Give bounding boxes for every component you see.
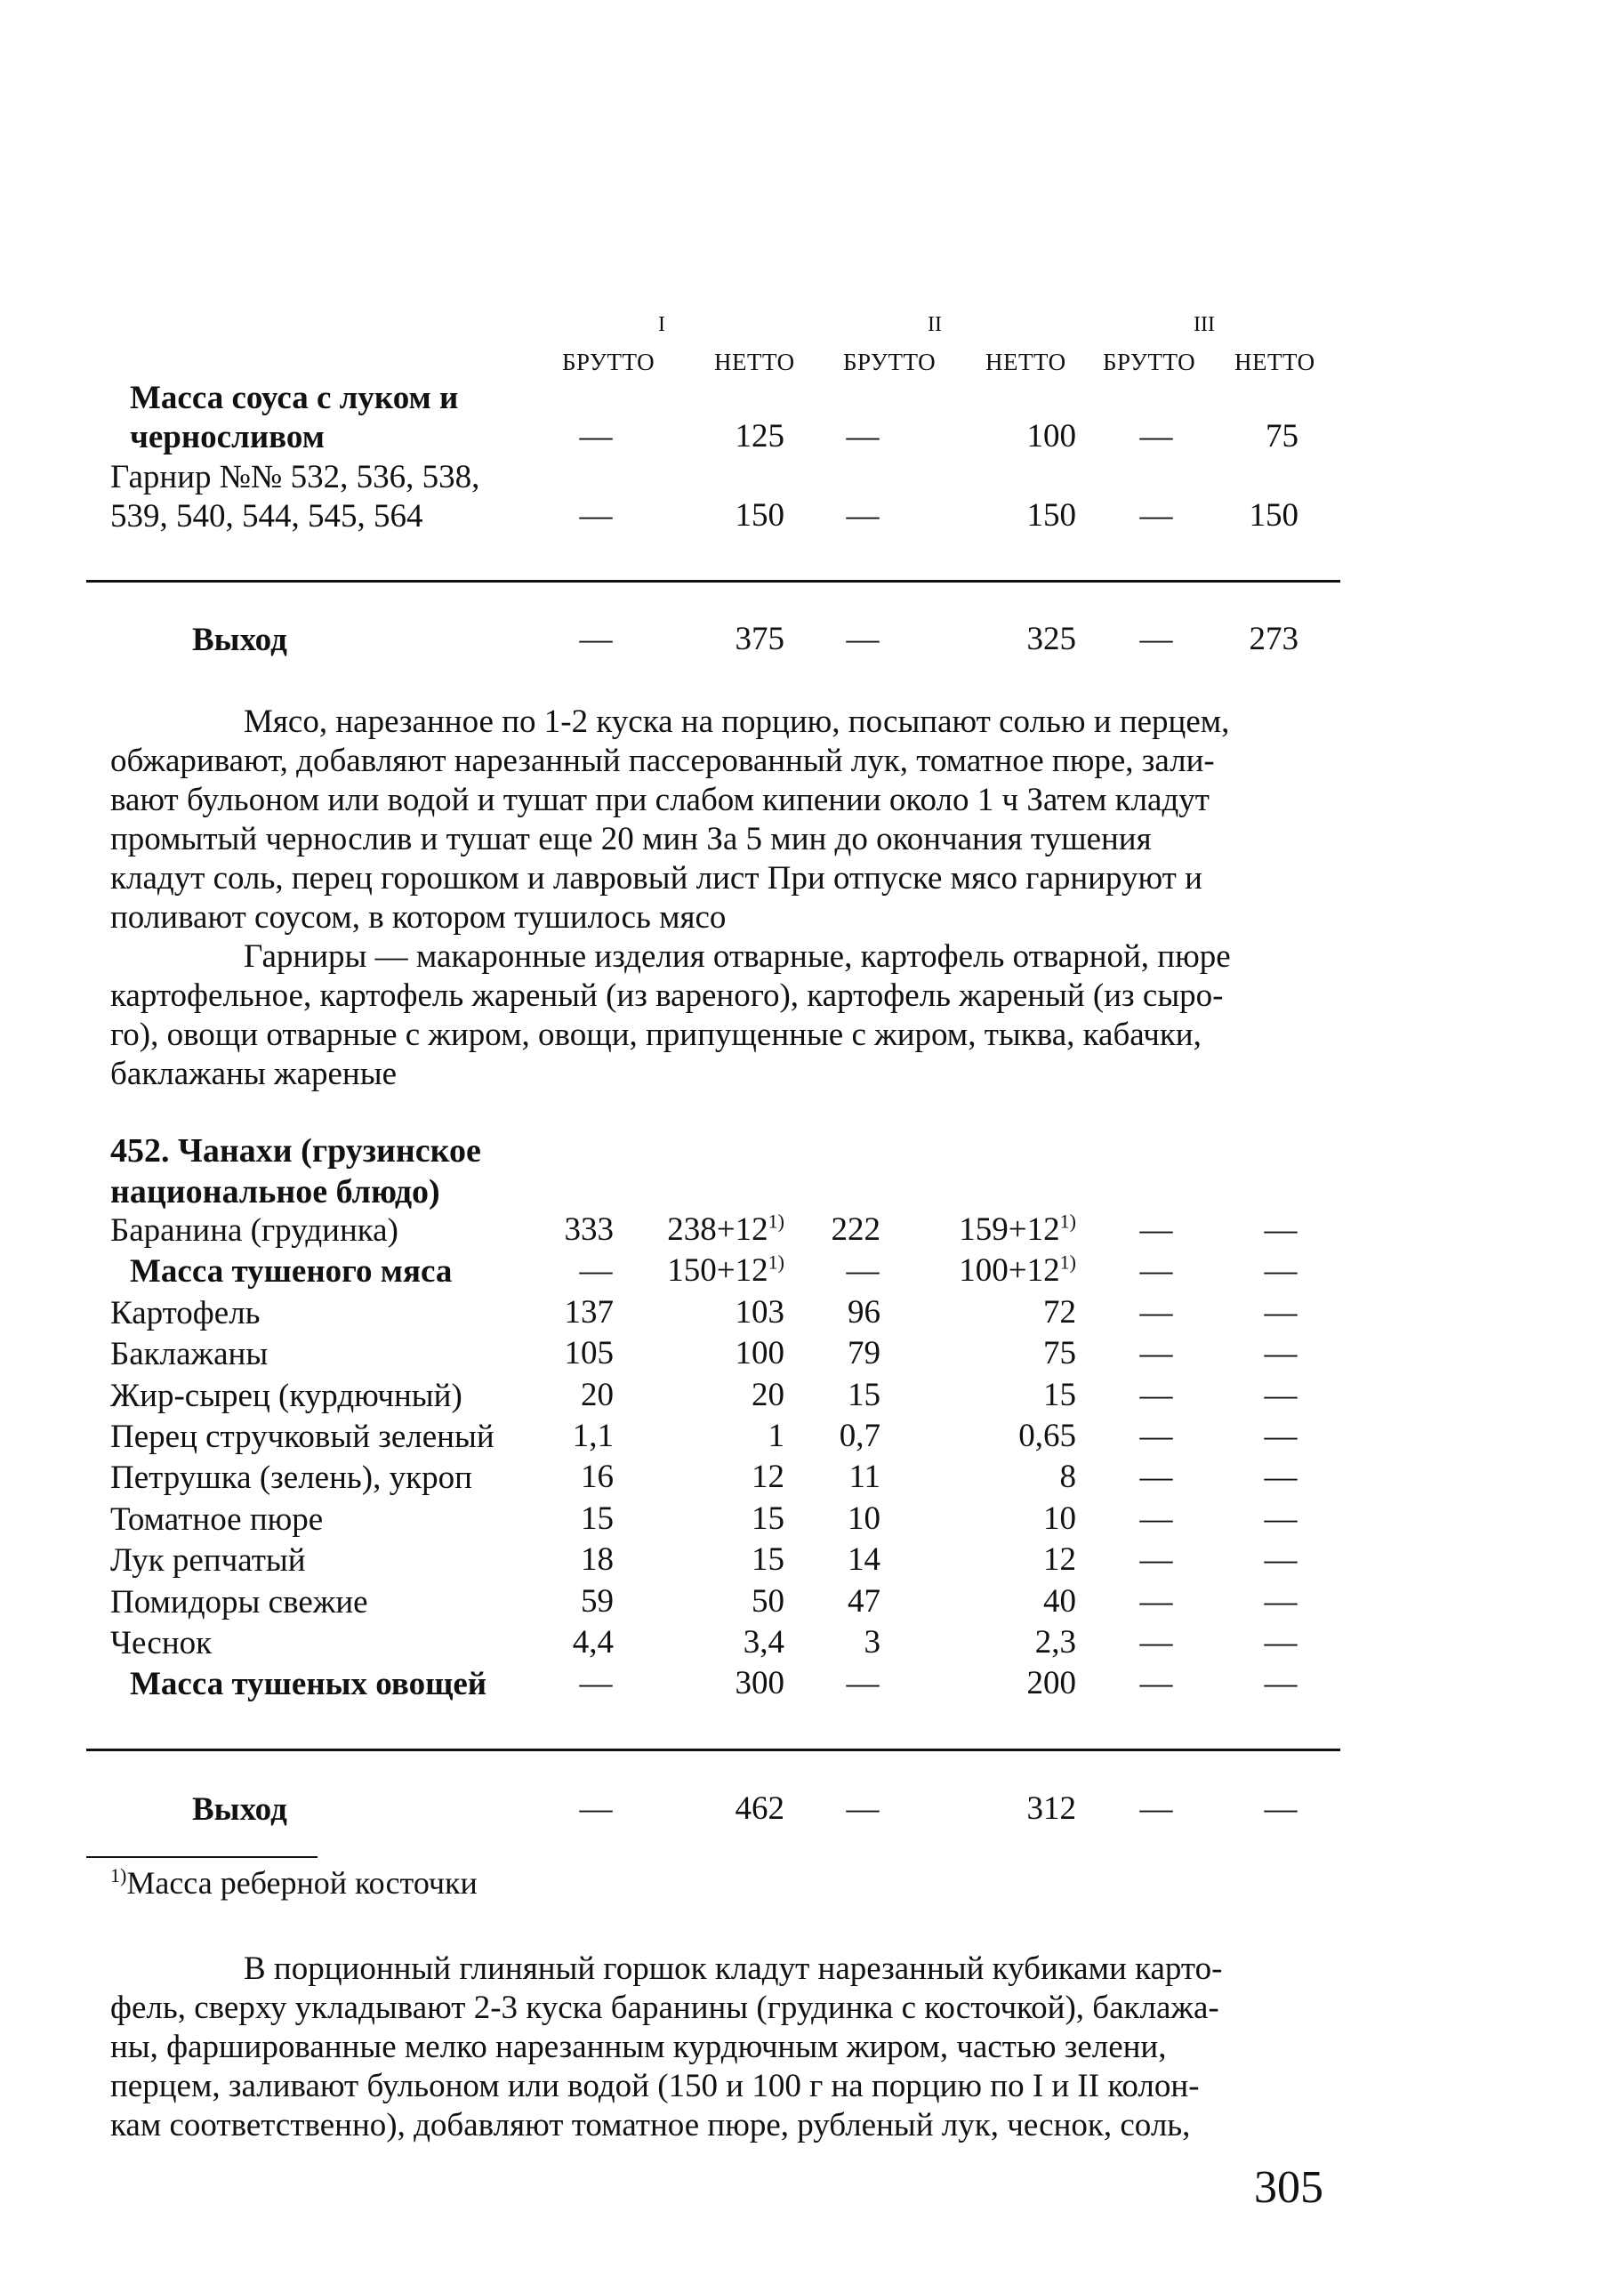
page-number: 305 — [1254, 2162, 1323, 2213]
group-label-3: III — [1194, 313, 1215, 336]
dash-cell — [1254, 1582, 1307, 1620]
cell-text: 1 — [768, 1418, 784, 1454]
dash-cell — [1130, 1293, 1183, 1331]
row-label: Петрушка (зелень), укроп — [110, 1460, 472, 1496]
dash-cell — [1130, 1789, 1183, 1828]
footnote-rule — [86, 1856, 318, 1858]
dash-cell — [836, 1789, 889, 1828]
cell-text: — — [1139, 1377, 1173, 1413]
cell-text: 1,1 — [572, 1418, 614, 1454]
paragraph-line: Мясо, нарезанное по 1-2 куска на порцию, посыпают солью и перцем, — [244, 704, 1230, 740]
dash-cell — [836, 1664, 889, 1702]
cell-text: 137 — [564, 1294, 614, 1331]
dash-cell — [1254, 1789, 1307, 1828]
value-cell — [959, 1210, 1076, 1249]
cell-text: — — [1264, 1583, 1298, 1620]
value-cell — [1018, 1417, 1076, 1455]
row-label: Картофель — [110, 1295, 261, 1331]
dash-cell — [1130, 1664, 1183, 1702]
cell-text: 375 — [735, 621, 784, 657]
cell-text: 125 — [735, 418, 784, 454]
paragraph-line: обжаривают, добавляют нарезанный пассерованный лук, томатное пюре, зали- — [110, 743, 1215, 779]
value-cell — [565, 1210, 615, 1249]
row-label: Перец стручковый зеленый — [110, 1419, 494, 1455]
cell-text: 150 — [1026, 497, 1076, 534]
row-label: 539, 540, 544, 545, 564 — [110, 498, 423, 535]
value-cell — [744, 1623, 784, 1661]
output-label: Выход — [192, 622, 287, 658]
cell-text: 105 — [564, 1335, 614, 1371]
cell-text: — — [846, 497, 880, 534]
cell-text: — — [846, 1665, 880, 1701]
cell-text: 14 — [848, 1541, 880, 1578]
col-brutto-1: БРУТТО — [562, 349, 655, 375]
cell-text: 79 — [848, 1335, 880, 1371]
value-cell — [752, 1500, 784, 1538]
cell-text: — — [1264, 1500, 1298, 1537]
cell-text: — — [1139, 1294, 1173, 1331]
cell-text: — — [1264, 1418, 1298, 1454]
value-cell — [752, 1458, 784, 1496]
cell-text: 103 — [735, 1294, 784, 1331]
value-cell — [752, 1376, 784, 1414]
cell-text: — — [1139, 621, 1173, 657]
paragraph-line: кладут соль, перец горошком и лавровый лист При отпуске мясо гарнируют и — [110, 860, 1202, 897]
table-2-divider — [86, 1749, 1340, 1751]
value-cell — [848, 1458, 880, 1496]
col-netto-2: НЕТТО — [985, 349, 1066, 375]
value-cell — [581, 1540, 614, 1579]
cell-text: — — [1264, 1335, 1298, 1371]
cell-text: 100 — [735, 1335, 784, 1371]
dash-cell — [569, 417, 623, 455]
cell-text: 96 — [848, 1294, 880, 1331]
value-cell — [736, 1789, 785, 1828]
col-netto-1: НЕТТО — [714, 349, 795, 375]
cell-text: 333 — [564, 1211, 614, 1248]
paragraph-line: поливают соусом, в котором тушилось мясо — [110, 899, 727, 936]
dash-cell — [1254, 1664, 1307, 1702]
section-title: 452. Чанахи (грузинское — [110, 1132, 481, 1170]
cell-text: 47 — [848, 1583, 880, 1620]
value-cell — [736, 417, 785, 455]
cell-text: — — [1139, 418, 1173, 454]
paragraph-line: го), овощи отварные с жиром, овощи, припущенные с жиром, тыква, кабачки, — [110, 1017, 1202, 1053]
dash-cell — [1130, 1582, 1183, 1620]
dash-cell — [1130, 417, 1183, 455]
cell-text: 4,4 — [572, 1624, 614, 1661]
dash-cell — [1254, 1540, 1307, 1579]
value-cell — [1266, 417, 1298, 455]
paragraph-line: кам соответственно), добавляют томатное пюре, рубленый лук, чеснок, соль, — [110, 2107, 1191, 2143]
dash-cell — [569, 620, 623, 658]
value-cell — [573, 1417, 614, 1455]
paragraph-2 — [110, 937, 1336, 1094]
dash-cell — [836, 1251, 889, 1290]
cell-text: 200 — [1026, 1665, 1076, 1701]
row-label: Масса тушеных овощей — [130, 1666, 487, 1702]
value-cell — [565, 1293, 615, 1331]
dash-cell — [1130, 1540, 1183, 1579]
cell-text: — — [1139, 1541, 1173, 1578]
dash-cell — [836, 620, 889, 658]
footnote — [110, 1864, 478, 1902]
dash-cell — [1254, 1210, 1307, 1249]
dash-cell — [1254, 1458, 1307, 1496]
cell-text: — — [1264, 1790, 1298, 1827]
cell-text: 20 — [581, 1377, 614, 1413]
dash-cell — [1130, 1376, 1183, 1414]
dash-cell — [569, 1789, 623, 1828]
cell-text: 312 — [1026, 1790, 1076, 1827]
paragraph-line: В порционный глиняный горшок кладут нарезанный кубиками карто- — [244, 1950, 1223, 1987]
cell-text: — — [1264, 1624, 1298, 1661]
dash-cell — [1254, 1293, 1307, 1331]
row-label: Томатное пюре — [110, 1501, 324, 1538]
value-cell — [581, 1582, 614, 1620]
dash-cell — [1130, 496, 1183, 535]
footnote-ref: 1) — [768, 1251, 784, 1274]
value-cell — [1027, 620, 1077, 658]
cell-text: 3,4 — [743, 1624, 784, 1661]
cell-text: 11 — [848, 1459, 880, 1495]
value-cell — [959, 1251, 1076, 1290]
row-label: Масса соуса с луком и — [130, 380, 459, 416]
row-label: Лук репчатый — [110, 1542, 306, 1579]
value-cell — [581, 1376, 614, 1414]
cell-text: 238+12 — [667, 1211, 768, 1248]
cell-text: — — [1264, 1294, 1298, 1331]
dash-cell — [1130, 1210, 1183, 1249]
cell-text: 75 — [1266, 418, 1298, 454]
footnote-mark: 1) — [110, 1864, 127, 1886]
paragraph-line: вают бульоном или водой и тушат при слабом кипении около 1 ч Затем кладут — [110, 782, 1210, 818]
value-cell — [1043, 1293, 1076, 1331]
cell-text: — — [846, 418, 880, 454]
cell-text: — — [1139, 1624, 1173, 1661]
cell-text: — — [1139, 1211, 1173, 1248]
cell-text: — — [579, 497, 613, 534]
cell-text: 20 — [752, 1377, 784, 1413]
dash-cell — [1254, 1417, 1307, 1455]
paragraph-line: перцем, заливают бульоном или водой (150 и 100 г на порцию по I и II колон- — [110, 2068, 1200, 2104]
cell-text: 40 — [1043, 1583, 1076, 1620]
cell-text: — — [1139, 1418, 1173, 1454]
paragraph-line: картофельное, картофель жареный (из вареного), картофель жареный (из сыро- — [110, 977, 1224, 1014]
value-cell — [736, 1293, 785, 1331]
cell-text: — — [579, 1665, 613, 1701]
value-cell — [1043, 1582, 1076, 1620]
cell-text: 100 — [1026, 418, 1076, 454]
cell-text: 59 — [581, 1583, 614, 1620]
cell-text: 15 — [1043, 1377, 1076, 1413]
cell-text: 100+12 — [959, 1252, 1060, 1289]
value-cell — [848, 1540, 880, 1579]
cell-text: 150 — [735, 497, 784, 534]
cell-text: — — [1139, 1583, 1173, 1620]
cell-text: — — [846, 1252, 880, 1289]
value-cell — [736, 620, 785, 658]
cell-text: 15 — [752, 1541, 784, 1578]
cell-text: 15 — [752, 1500, 784, 1537]
paragraph-1 — [110, 703, 1336, 937]
value-cell — [1043, 1334, 1076, 1372]
value-cell — [736, 1334, 785, 1372]
value-cell — [1250, 620, 1299, 658]
cell-text: — — [1139, 1335, 1173, 1371]
paragraph-3 — [110, 1950, 1336, 2145]
value-cell — [848, 1293, 880, 1331]
value-cell — [848, 1376, 880, 1414]
value-cell — [848, 1500, 880, 1538]
value-cell — [736, 496, 785, 535]
cell-text: 2,3 — [1034, 1624, 1076, 1661]
cell-text: 222 — [831, 1211, 880, 1248]
dash-cell — [569, 1664, 623, 1702]
value-cell — [1250, 496, 1299, 535]
footnote-ref: 1) — [768, 1210, 784, 1233]
cell-text: — — [1264, 1459, 1298, 1495]
cell-text: 15 — [848, 1377, 880, 1413]
paragraph-line: фель, сверху укладывают 2-3 куска баранины (грудинка с косточкой), баклажа- — [110, 1990, 1219, 2026]
cell-text: — — [1139, 1459, 1173, 1495]
cell-text: — — [1264, 1665, 1298, 1701]
value-cell — [848, 1334, 880, 1372]
cell-text: 0,65 — [1018, 1418, 1076, 1454]
group-label-1: I — [658, 313, 665, 336]
table-1-divider — [86, 580, 1340, 583]
cell-text: — — [1264, 1211, 1298, 1248]
footnote-text: Масса реберной косточки — [126, 1865, 478, 1901]
dash-cell — [1254, 1334, 1307, 1372]
cell-text: 12 — [1043, 1541, 1076, 1578]
dash-cell — [1130, 1417, 1183, 1455]
cell-text: 10 — [848, 1500, 880, 1537]
value-cell — [1043, 1376, 1076, 1414]
dash-cell — [1254, 1623, 1307, 1661]
col-netto-3: НЕТТО — [1234, 349, 1315, 375]
cell-text: — — [1139, 1790, 1173, 1827]
row-label: черносливом — [130, 419, 325, 455]
cell-text: 273 — [1249, 621, 1298, 657]
cell-text: 50 — [752, 1583, 784, 1620]
cell-text: — — [579, 621, 613, 657]
cell-text: — — [1139, 1500, 1173, 1537]
section-title: национальное блюдо) — [110, 1173, 440, 1210]
cell-text: 12 — [752, 1459, 784, 1495]
cell-text: 150+12 — [667, 1252, 768, 1289]
paragraph-line: Гарниры — макаронные изделия отварные, картофель отварной, пюре — [244, 938, 1231, 975]
col-brutto-3: БРУТТО — [1103, 349, 1196, 375]
value-cell — [1035, 1623, 1076, 1661]
cell-text: 72 — [1043, 1294, 1076, 1331]
dash-cell — [569, 1251, 623, 1290]
row-label: Жир-сырец (курдючный) — [110, 1378, 462, 1414]
cell-text: — — [1264, 1252, 1298, 1289]
dash-cell — [569, 496, 623, 535]
value-cell — [864, 1623, 881, 1661]
dash-cell — [1130, 1334, 1183, 1372]
dash-cell — [1130, 620, 1183, 658]
cell-text: 75 — [1043, 1335, 1076, 1371]
row-label: Гарнир №№ 532, 536, 538, — [110, 459, 480, 495]
value-cell — [1027, 417, 1077, 455]
cell-text: — — [579, 418, 613, 454]
cell-text: 462 — [735, 1790, 784, 1827]
cell-text: — — [1139, 1665, 1173, 1701]
dash-cell — [1254, 1376, 1307, 1414]
value-cell — [736, 1664, 785, 1702]
paragraph-line: баклажаны жареные — [110, 1056, 397, 1092]
cell-text: — — [1139, 1252, 1173, 1289]
group-label-2: II — [928, 313, 942, 336]
value-cell — [848, 1582, 880, 1620]
cell-text: — — [846, 1790, 880, 1827]
value-cell — [667, 1251, 784, 1290]
cell-text: — — [579, 1790, 613, 1827]
value-cell — [573, 1623, 614, 1661]
cell-text: 18 — [581, 1541, 614, 1578]
dash-cell — [1254, 1251, 1307, 1290]
dash-cell — [1254, 1500, 1307, 1538]
row-label: Чеснок — [110, 1625, 213, 1661]
footnote-ref: 1) — [1059, 1210, 1076, 1233]
value-cell — [840, 1417, 880, 1455]
value-cell — [667, 1210, 784, 1249]
cell-text: 3 — [864, 1624, 880, 1661]
dash-cell — [1130, 1251, 1183, 1290]
cell-text: 10 — [1043, 1500, 1076, 1537]
dash-cell — [836, 496, 889, 535]
value-cell — [1060, 1458, 1077, 1496]
value-cell — [1027, 496, 1077, 535]
value-cell — [1027, 1789, 1077, 1828]
value-cell — [1043, 1540, 1076, 1579]
cell-text: 159+12 — [959, 1211, 1060, 1248]
value-cell — [752, 1582, 784, 1620]
cell-text: — — [846, 621, 880, 657]
value-cell — [581, 1500, 614, 1538]
row-label: Помидоры свежие — [110, 1584, 368, 1620]
cell-text: 325 — [1026, 621, 1076, 657]
value-cell — [565, 1334, 615, 1372]
dash-cell — [1130, 1500, 1183, 1538]
paragraph-line: ны, фаршированные мелко нарезанным курдючным жиром, частью зелени, — [110, 2029, 1167, 2065]
cell-text: — — [1264, 1541, 1298, 1578]
value-cell — [768, 1417, 785, 1455]
value-cell — [1027, 1664, 1077, 1702]
dash-cell — [1130, 1623, 1183, 1661]
cell-text: — — [579, 1252, 613, 1289]
col-brutto-2: БРУТТО — [843, 349, 937, 375]
dash-cell — [836, 417, 889, 455]
footnote-ref: 1) — [1059, 1251, 1076, 1274]
cell-text: — — [1139, 497, 1173, 534]
row-label: Масса тушеного мяса — [130, 1253, 453, 1290]
row-label: Баклажаны — [110, 1336, 269, 1372]
value-cell — [752, 1540, 784, 1579]
dash-cell — [1130, 1458, 1183, 1496]
paragraph-line: промытый чернослив и тушат еще 20 мин За 5 мин до окончания тушения — [110, 821, 1152, 857]
value-cell — [581, 1458, 614, 1496]
cell-text: — — [1264, 1377, 1298, 1413]
row-label: Баранина (грудинка) — [110, 1212, 398, 1249]
cell-text: 16 — [581, 1459, 614, 1495]
cell-text: 0,7 — [839, 1418, 880, 1454]
cell-text: 150 — [1249, 497, 1298, 534]
output-label: Выход — [192, 1791, 287, 1828]
value-cell — [832, 1210, 881, 1249]
cell-text: 8 — [1059, 1459, 1076, 1495]
cell-text: 300 — [735, 1665, 784, 1701]
cell-text: 15 — [581, 1500, 614, 1537]
value-cell — [1043, 1500, 1076, 1538]
